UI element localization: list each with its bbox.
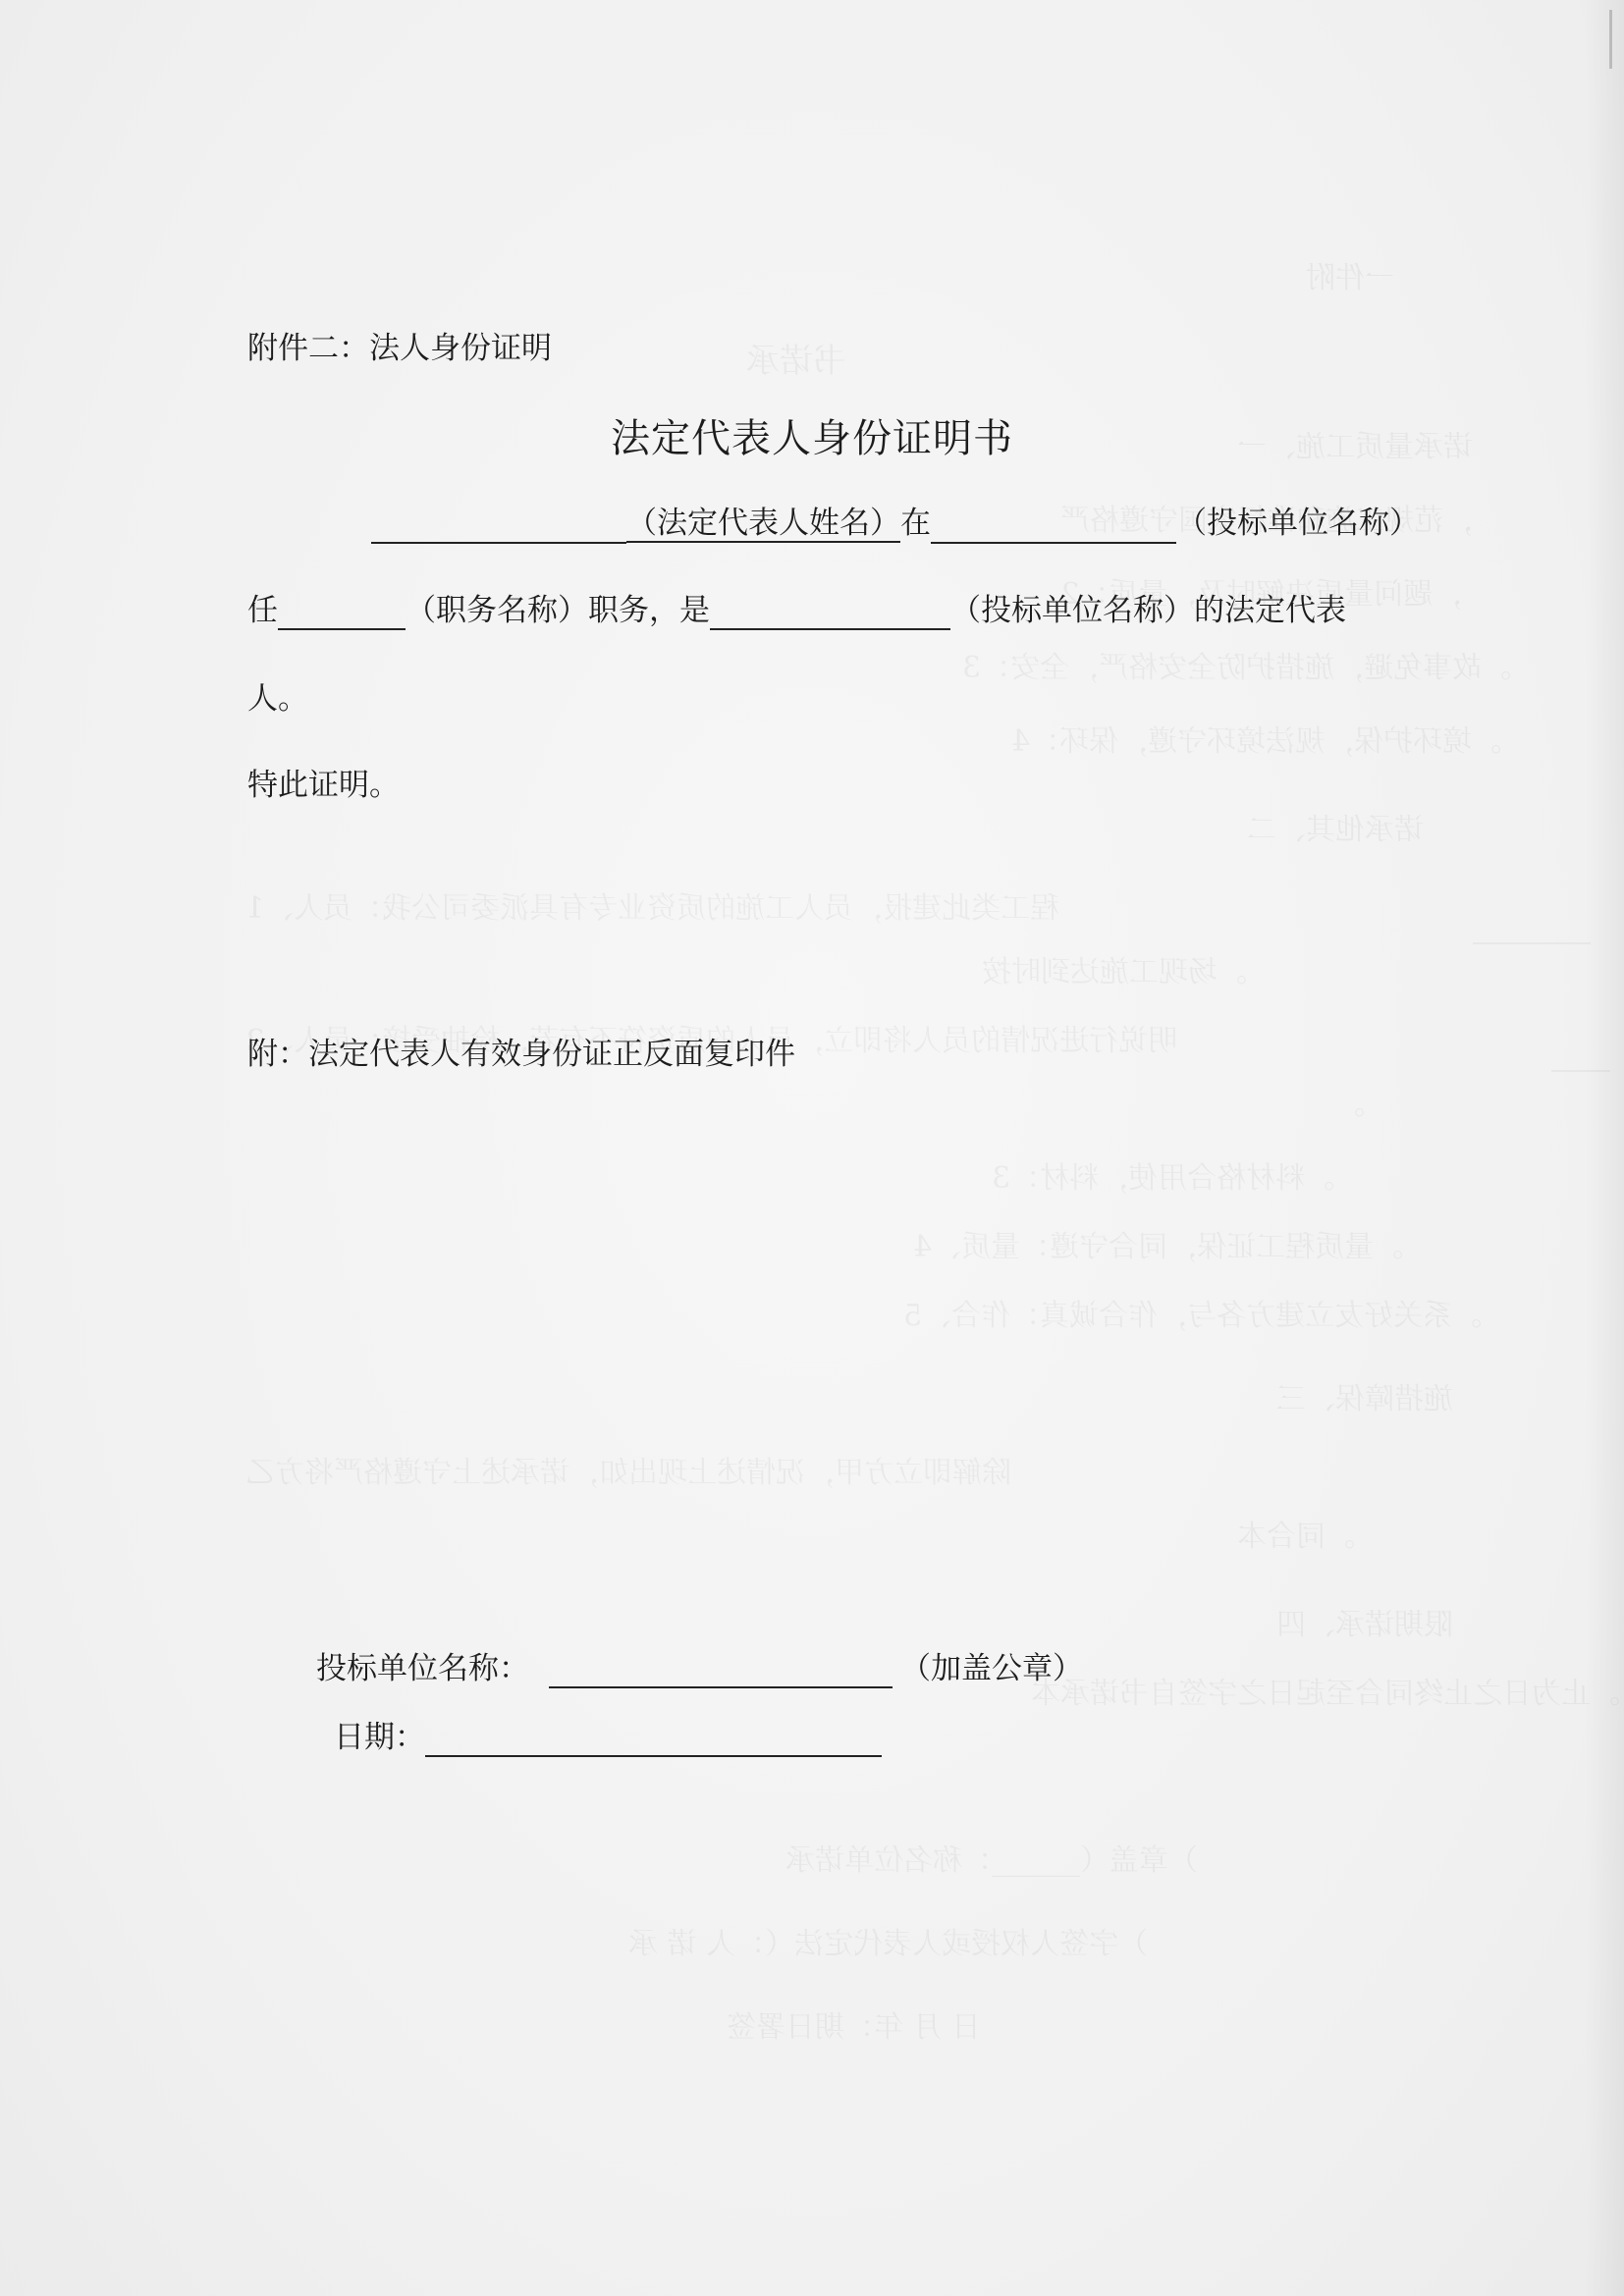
bidder-name-blank-2[interactable] xyxy=(710,595,950,630)
bidder-signature-line xyxy=(316,1649,1083,1688)
seal-hint: （加盖公章） xyxy=(900,1651,1083,1686)
bidder-signature-blank[interactable] xyxy=(549,1653,893,1688)
date-line xyxy=(334,1718,882,1757)
statement-line-3: 人。 xyxy=(247,681,308,717)
date-blank[interactable] xyxy=(425,1722,882,1757)
appendix-note: 附：法定代表人有效身份证正反面复印件 xyxy=(247,1037,795,1072)
at-text: 在 xyxy=(900,506,931,541)
scan-edge-shadow xyxy=(1585,0,1624,2296)
statement-line-1 xyxy=(371,504,1420,544)
bidder-name-hint-2: （投标单位名称）的法定代表 xyxy=(950,593,1346,628)
bidder-name-blank-1[interactable] xyxy=(931,508,1176,544)
position-hint: （职务名称）职务，是 xyxy=(406,593,710,628)
date-label: 日期： xyxy=(334,1720,425,1755)
bidder-name-hint-1: （投标单位名称） xyxy=(1176,506,1420,541)
representative-name-blank[interactable] xyxy=(371,508,626,544)
position-blank[interactable] xyxy=(278,595,406,630)
appointed-text: 任 xyxy=(247,593,278,628)
representative-name-hint: （法定代表人姓名） xyxy=(626,506,900,541)
attachment-label: 附件二：法人身份证明 xyxy=(247,331,552,366)
document-title: 法定代表人身份证明书 xyxy=(611,416,1013,461)
scan-corner-mark xyxy=(1582,10,1612,69)
statement-line-2 xyxy=(247,591,1346,630)
bidder-label: 投标单位名称： xyxy=(316,1651,529,1686)
certify-text: 特此证明。 xyxy=(247,768,400,803)
